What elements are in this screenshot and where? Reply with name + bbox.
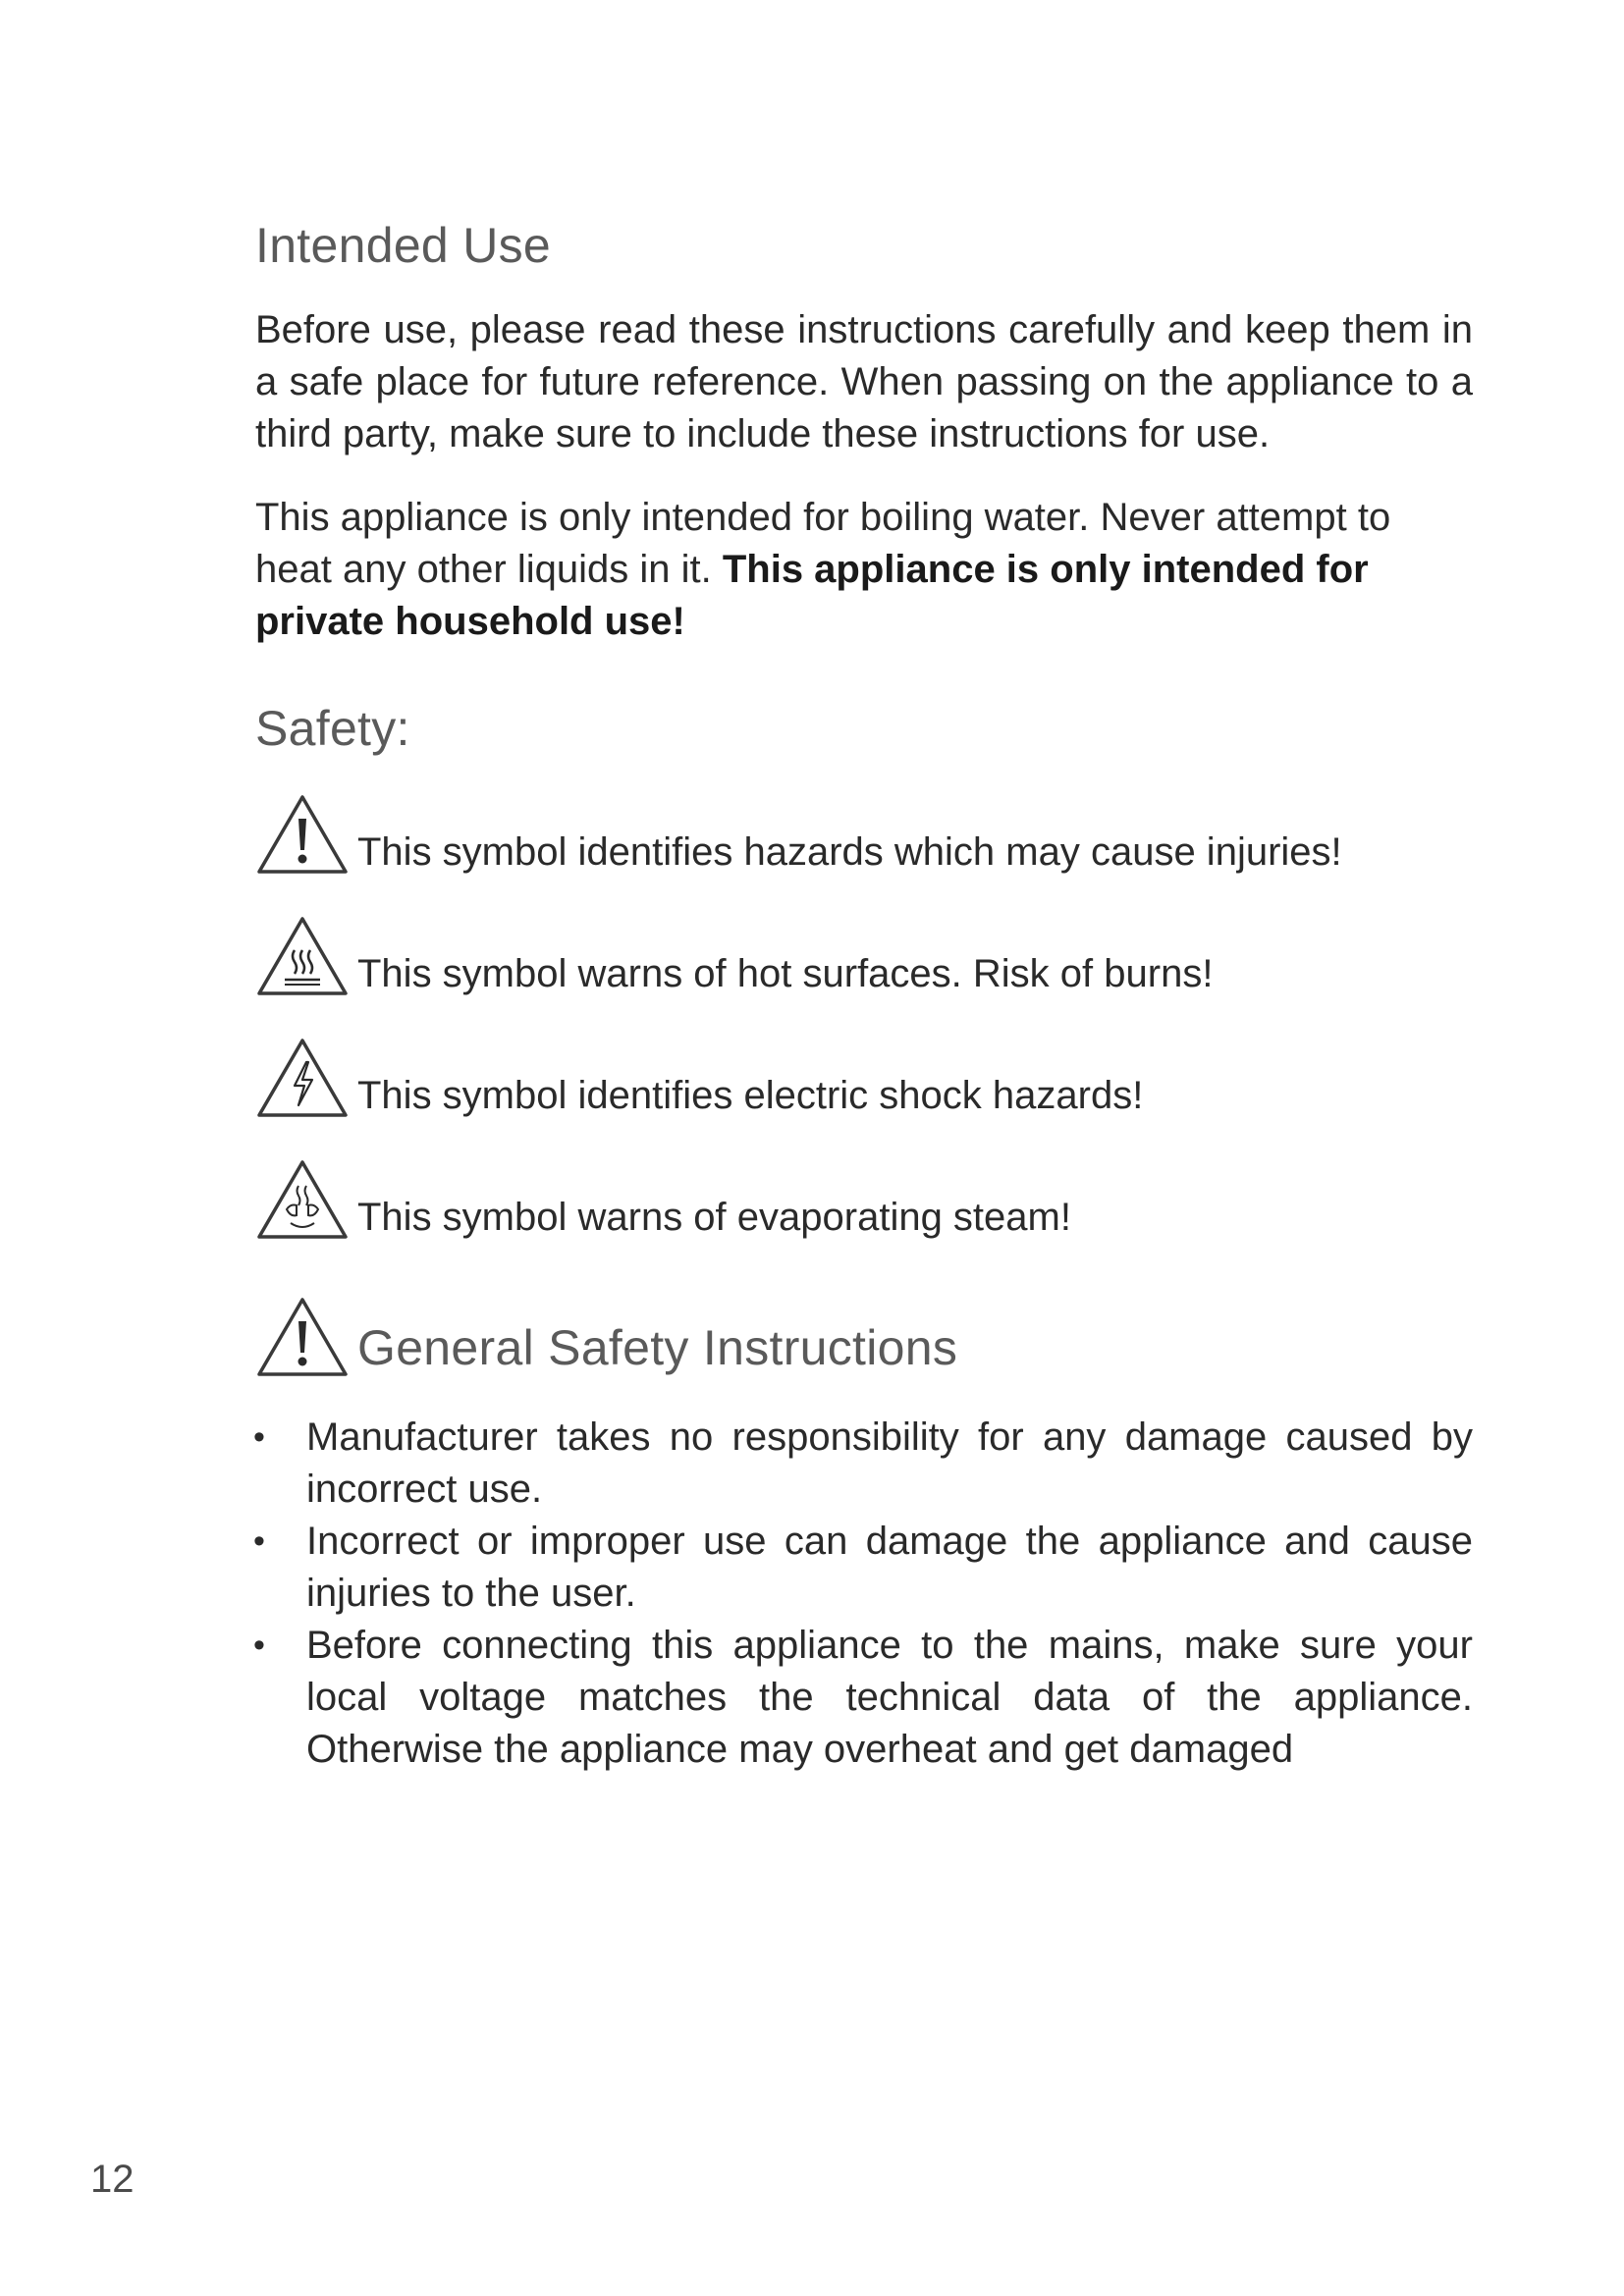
safety-symbol-list xyxy=(255,787,1473,1241)
safety-symbol-row xyxy=(255,787,1473,876)
intended-use-paragraph-2-text: This appliance is only intended for boiling water. Never attempt to heat any other liquids in it. xyxy=(255,496,1391,591)
electric-shock-warning-icon xyxy=(255,1037,350,1119)
bullet: • xyxy=(253,1522,265,1560)
list-item-text: Manufacturer takes no responsibility for any damage caused by incorrect use. xyxy=(306,1415,1473,1511)
safety-symbol-row xyxy=(255,1031,1473,1119)
bullet: • xyxy=(253,1418,265,1456)
safety-heading: Safety: xyxy=(255,701,410,756)
list-item-text: Incorrect or improper use can damage the appliance and cause injuries to the user. xyxy=(306,1520,1473,1615)
general-safety-heading: General Safety Instructions xyxy=(357,1320,958,1375)
safety-symbol-text: This symbol identifies electric shock hazards! xyxy=(357,1074,1144,1117)
intended-use-paragraph-2 xyxy=(255,492,1473,648)
list-item xyxy=(255,1620,1473,1776)
intended-use-paragraph-1: Before use, please read these instructions carefully and keep them in a safe place for future reference. When passing on the appliance to a third party, make sure to include these instructions for use. xyxy=(255,308,1473,455)
bullet: • xyxy=(253,1627,265,1664)
safety-symbol-text: This symbol warns of evaporating steam! xyxy=(357,1196,1071,1239)
exclamation-warning-icon xyxy=(255,1296,350,1378)
safety-symbol-text: This symbol warns of hot surfaces. Risk of burns! xyxy=(357,952,1214,995)
safety-symbol-text: This symbol identifies hazards which may cause injuries! xyxy=(357,830,1342,874)
safety-symbol-row xyxy=(255,1152,1473,1241)
private-use-emphasis: This appliance is only intended for private household use! xyxy=(255,548,1369,643)
list-item-text: Before connecting this appliance to the mains, make sure your local voltage matches the technical data of the appliance. Otherwise the appliance may overheat and get damaged xyxy=(306,1624,1473,1771)
list-item xyxy=(255,1412,1473,1516)
general-safety-header xyxy=(255,1296,1473,1378)
page-number: 12 xyxy=(90,2158,135,2201)
safety-symbol-row xyxy=(255,909,1473,997)
intended-use-heading: Intended Use xyxy=(255,218,552,273)
steam-warning-icon xyxy=(255,1158,350,1241)
list-item xyxy=(255,1516,1473,1620)
general-safety-list xyxy=(255,1412,1473,1776)
hot-surface-warning-icon xyxy=(255,915,350,997)
manual-page xyxy=(255,216,1473,1776)
exclamation-warning-icon xyxy=(255,793,350,876)
